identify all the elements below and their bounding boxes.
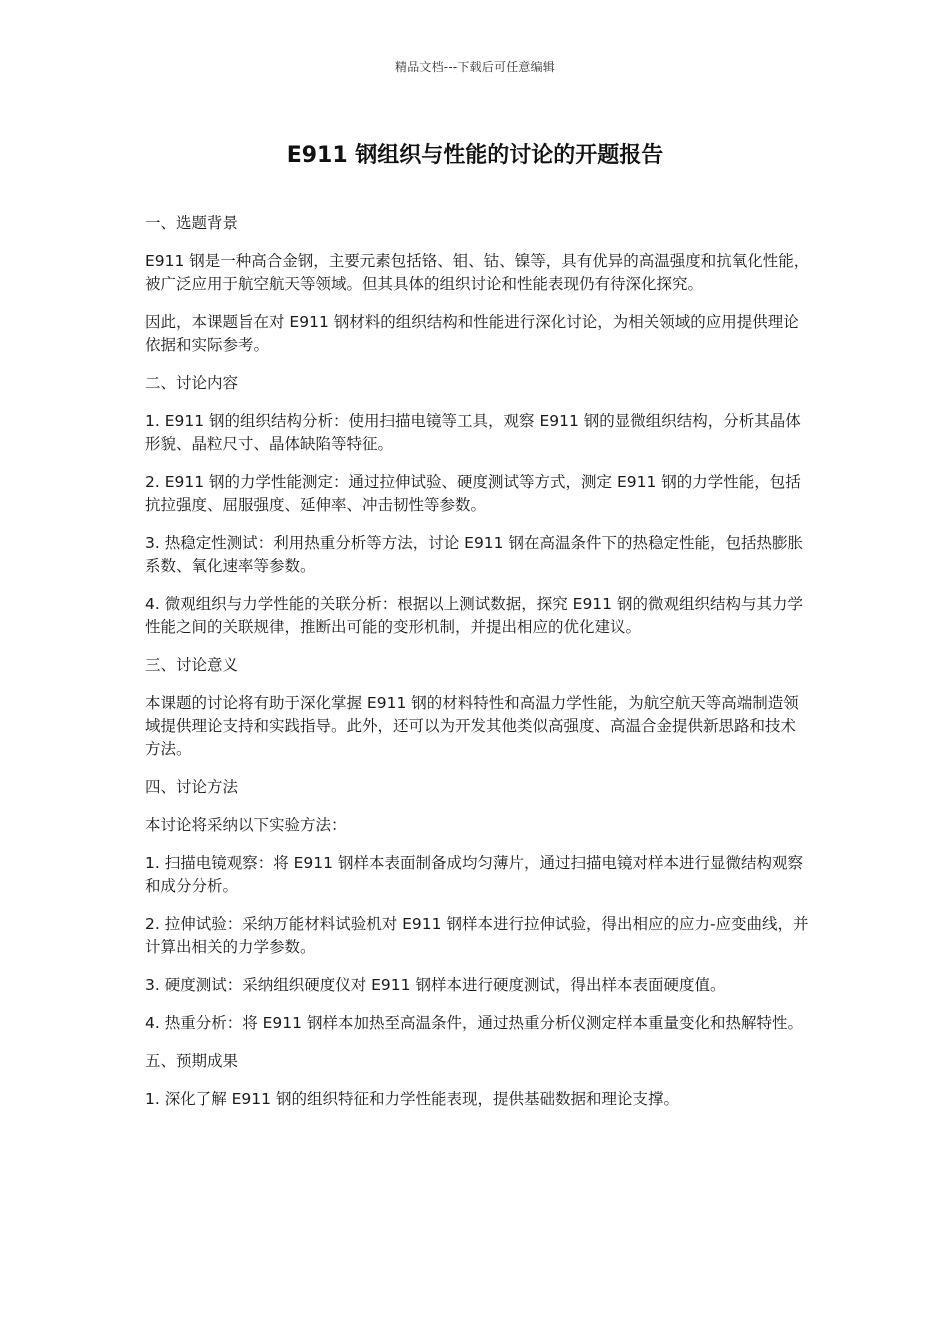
list-item-method-4: 4. 热重分析：将 E911 钢样本加热至高温条件，通过热重分析仪测定样本重量变化和热解特性。 [145,1014,803,1032]
paragraph-background-2: 因此，本课题旨在对 E911 钢材料的组织结构和性能进行深化讨论，为相关领域的应用提供理论依据和实际参考。 [145,313,799,354]
paragraph-methods-intro: 本讨论将采纳以下实验方法： [145,816,347,834]
list-item-method-1: 1. 扫描电镜观察：将 E911 钢样本表面制备成均匀薄片，通过扫描电镜对样本进行显微结构观察和成分分析。 [145,854,803,895]
list-item-content-3: 3. 热稳定性测试：利用热重分析等方法，讨论 E911 钢在高温条件下的热稳定性能，包括热膨胀系数、氧化速率等参数。 [145,534,803,575]
list-item-method-3: 3. 硬度测试：采纳组织硬度仪对 E911 钢样本进行硬度测试，得出样本表面硬度值。 [145,976,726,994]
header-note: 精品文档---下载后可任意编辑 [395,60,555,74]
list-item-content-1: 1. E911 钢的组织结构分析：使用扫描电镜等工具，观察 E911 钢的显微组织结构，分析其晶体形貌、晶粒尺寸、晶体缺陷等特征。 [145,412,801,453]
document-body [145,212,810,1126]
section-heading-content: 二、讨论内容 [145,374,239,392]
section-heading-methods: 四、讨论方法 [145,778,239,796]
list-item-outcome-1: 1. 深化了解 E911 钢的组织特征和力学性能表现，提供基础数据和理论支撑。 [145,1090,679,1108]
paragraph-background-1: E911 钢是一种高合金钢，主要元素包括铬、钼、钴、镍等，具有优异的高温强度和抗氧化性能，被广泛应用于航空航天等领域。但其具体的组织讨论和性能表现仍有待深化探究。 [145,252,810,293]
document-title: E911 钢组织与性能的讨论的开题报告 [286,143,664,168]
list-item-content-2: 2. E911 钢的力学性能测定：通过拉伸试验、硬度测试等方式，测定 E911 钢的力学性能，包括抗拉强度、屈服强度、延伸率、冲击韧性等参数。 [145,473,801,514]
list-item-content-4: 4. 微观组织与力学性能的关联分析：根据以上测试数据，探究 E911 钢的微观组织结构与其力学性能之间的关联规律，推断出可能的变形机制，并提出相应的优化建议。 [145,595,803,636]
list-item-method-2: 2. 拉伸试验：采纳万能材料试验机对 E911 钢样本进行拉伸试验，得出相应的应力-应变曲线，并计算出相关的力学参数。 [145,915,809,956]
section-heading-background: 一、选题背景 [145,214,239,232]
section-heading-outcomes: 五、预期成果 [145,1052,239,1070]
paragraph-significance: 本课题的讨论将有助于深化掌握 E911 钢的材料特性和高温力学性能，为航空航天等高端制造领域提供理论支持和实践指导。此外，还可以为开发其他类似高强度、高温合金提供新思路和技术方法。 [145,694,799,758]
section-heading-significance: 三、讨论意义 [145,656,239,674]
